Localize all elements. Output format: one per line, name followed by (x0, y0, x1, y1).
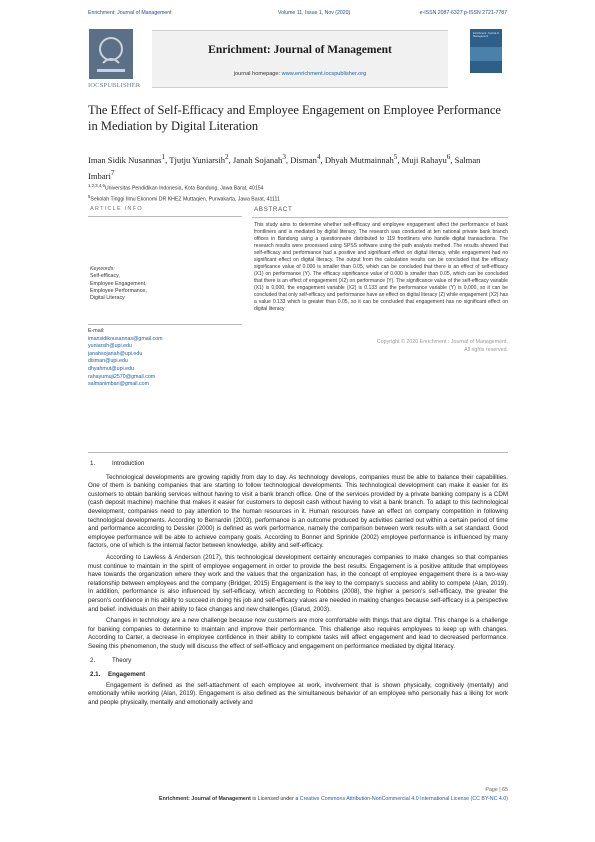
abstract-text: This study aims to determine whether self-efficacy and employee engagement affect the performance of bank frontliners and is mediated by digital literacy. The research was conducted at ten national private bank branch offices in Bandung using a questionnaire distributed to 119 frontliners who handle digital transactions. The research results were processed using SPSS software using the path analysis method. The results showed that self-efficacy and performance had a positive and significant effect on digital literacy, while engagement had no significant effect on digital literacy. The output from the calculation results can be concluded that the efficacy significance value of 0.000 is smaller than 0.05, which can be concluded that there is an effect of self-efficacy (X1) on performance (Y). The efficacy significance value of 0.000 is smaller than 0.05, which can be concluded that there is an effect of engagement (X2) on performance (Y). The significance value of the self-efficacy variable (X1) is 0,000, the engagement variable (X2) is 0.133 and the performance variable (Y) is 0,000, so it can be concluded that only self-efficacy and performance have an effect on digital literacy (Z) while engagement (X2) has a value 0.133 which is greater than 0.05, so it can be concluded that engagement has no significant effect on digital literacy (254, 222, 508, 312)
affiliation-text: Sekolah Tinggi Ilmu Ekonomi DR KHEZ Muttaqien, Purwakarta, Jawa Barat, 41111 (90, 196, 280, 203)
journal-banner (152, 30, 448, 88)
author: Muji Rahayu (401, 154, 447, 165)
journal-cover-thumbnail (470, 29, 502, 73)
body-paragraph: Technological developments are growing rapidly from day to day. As technology develops, companies must be able to balance their capabilities. One of them is banking companies that are starting to follow technological developments. This technological development can make it easier for its customers to obtain banking services without having to visit a bank branch office. One of the services provided by a private banking company is a CDM (cash deposit machine) machine that makes it easier for customers to deposit cash without having to visit a bank branch. To adapt to this technological development, companies need to pay attention to the human resources in it. Human resources have an effect on company competition in following technological developments. According to Bernardin (2003), performance is an outcome produced by activities carried out within a certain period of time and performance according to Dessler (2000) is defined as work performance, namely the comparison between work results with a set standard. Good employee performance will be able to achieve company goals. According to Bonner and Sprinkle (2002) employee performance is influenced by many factors, one of which is the internal factor between knowledge, ability and self-efficacy. (88, 473, 508, 550)
running-head-issn: e-ISSN 2087-6327 p-ISSN 2721-7787 (419, 10, 507, 16)
section-number: 1. (90, 460, 96, 467)
body-paragraph: According to Lawless & Anderson (2017), this technological development certainly encourages companies to make changes so that companies must continue to maintain in the spirit of employee engagement in order to provide the best results. Engagement is a positive attitude that employees have towards the organization where they work and the values that the organization has, in the concept of employee engagement there is a two-way relationship between employees and the company (Bridger, 2015) Engagement is the key to the company's success and ability to compete (Alan, 2019). In addition, performance is also influenced by self-efficacy, which according to Robbins (2008), the higher a person's self-efficacy, the greater the person's confidence in his ability to succeed in doing his job and self-efficacy values are needed in making changes because self-efficacy is a perspective and belief. individuals on their ability to face changes and new challenges (Garud, 2003). (88, 553, 508, 613)
keyword: Digital Literacy (90, 295, 125, 302)
page-footer (88, 787, 508, 802)
author: Dhyah Mutmainnah (324, 154, 394, 165)
affiliation (88, 182, 508, 193)
abstract-panel (252, 206, 508, 428)
author-sup: 6 (446, 153, 451, 161)
email-link[interactable]: salmanimbari@gmail.com (88, 381, 150, 388)
article-title: The Effect of Self-Efficacy and Employee Engagement on Employee Performance in Mediation by Digital Literation (88, 103, 501, 133)
author-sup: 4 (316, 153, 321, 161)
cover-band (470, 47, 502, 61)
section-number: 2. (90, 657, 96, 665)
publisher-logo-icon (89, 29, 133, 79)
subsection-heading-engagement (88, 671, 508, 680)
homepage-link[interactable]: www.enrichment.iocspublisher.org (281, 71, 367, 77)
keyword: Self-efficacy, (90, 273, 120, 280)
author-sup: 5 (393, 153, 398, 161)
subsection-number: 2.1. (90, 671, 101, 679)
body-paragraph: Changes in technology are a new challenge because now customers are more comfortable with things that are digital. This change is a challenge for banking companies to determine to maintain and improve their performance. This challenge also requires employees to keep up with changes. According to Carter, a decrease in employee confidence in their ability to complete tasks will affect engagement and lead to decreased performance. Seeing this phenomenon, the study will discuss the effect of self-efficacy and engagement on performance mediated by digital literacy. (88, 617, 508, 650)
footer-journal-name: Enrichment: Journal of Management (159, 796, 251, 802)
license-prefix: is Licensed under a (250, 796, 300, 802)
author-sup: 1 (161, 153, 166, 161)
cover-title: Enrichment: Journal of Management (473, 32, 499, 38)
homepage-label: journal homepage: (233, 71, 282, 77)
author: Disman (290, 154, 317, 165)
section-title: Theory (112, 657, 132, 665)
running-head-journal: Enrichment: Journal of Management (88, 10, 172, 16)
journal-homepage (152, 71, 448, 77)
article-info-heading: ARTICLE INFO (88, 206, 242, 217)
section-heading-theory (88, 657, 508, 666)
subsection-title: Engagement (108, 671, 146, 679)
publisher-logo-text: IOCSPUBLISHER (88, 82, 141, 89)
journal-title: Enrichment: Journal of Management (208, 44, 392, 56)
license-line (88, 796, 508, 802)
email-link[interactable]: rahayumuji2570@gmail.com (88, 373, 156, 380)
abstract-heading: ABSTRACT (252, 206, 508, 218)
keywords-label: Keywords: (90, 266, 115, 272)
affiliation-sup: 1,2,3,4,6 (88, 183, 105, 188)
author-list: Iman Sidik Nusannas$^1$, Tjutju Yuniarsih$^2$, Janah Sojanah$^3$, Disman$^4$, Dhyah Mutmainnah$^5$, Muji Rahayu$^6$, Salman Imbari$^7$ (88, 153, 481, 181)
running-head (88, 10, 507, 20)
copyright-line: Copyright © 2020 Enrichment : Journal of Management. (376, 339, 508, 345)
email-link[interactable]: dhyahmut@upi.edu (88, 365, 135, 372)
copyright-notice (318, 339, 508, 354)
author: Tjutju Yuniarsih (169, 154, 226, 165)
keyword: Employee Engagement, (90, 280, 147, 287)
article-body (88, 460, 508, 710)
publisher-logo (88, 27, 141, 91)
email-link[interactable]: imansidiknusannas@gmail.com (88, 335, 163, 342)
affiliation (88, 193, 508, 204)
keywords-block (90, 266, 147, 302)
author-sup: 3 (282, 153, 286, 161)
affiliations (88, 182, 508, 204)
email-link[interactable]: disman@upi.edu (88, 358, 128, 365)
email-label: E-mail: (88, 328, 105, 334)
article-info-panel (88, 206, 242, 428)
copyright-line: All rights reserved. (464, 346, 508, 353)
body-paragraph: Engagement is defined as the self-attachment of each employee at work, involvement that is shown physically, cognitively (mentally) and emotionally while working (Alan, 2019). Engagement is also defined as the simultaneous behavior of an employee who personally has a liking for work and people physically, mentally and emotionally actively and (88, 681, 508, 706)
header-divider (88, 452, 508, 453)
section-title: Introduction (112, 460, 145, 467)
author: Salman Imbari (88, 154, 481, 181)
keyword: Employee Performance, (90, 287, 147, 294)
email-link[interactable]: janahsojanah@upi.edu (88, 350, 143, 357)
affiliation-sup: 5 (88, 194, 91, 200)
email-block (88, 324, 242, 389)
email-link[interactable]: yuniarsih@upi.edu (88, 343, 132, 350)
masthead (88, 27, 508, 91)
affiliation-text: Universitas Pendidikan Indonesia, Kota Bandung, Jawa Barat, 40154 (104, 185, 264, 192)
running-head-volume: Volume 11, Issue 1, Nov (2020) (278, 10, 351, 16)
license-link[interactable]: Creative Commons Attribution-NonCommercial 4.0 International License (CC BY-NC 4.0) (299, 796, 508, 802)
author-sup: 2 (225, 153, 229, 161)
author: Janah Sojanah (232, 154, 283, 165)
author: Iman Sidik Nusannas (88, 154, 162, 165)
page-number: Page | 65 (485, 787, 508, 793)
author-sup: 7 (110, 168, 115, 177)
section-heading-introduction (88, 460, 508, 469)
